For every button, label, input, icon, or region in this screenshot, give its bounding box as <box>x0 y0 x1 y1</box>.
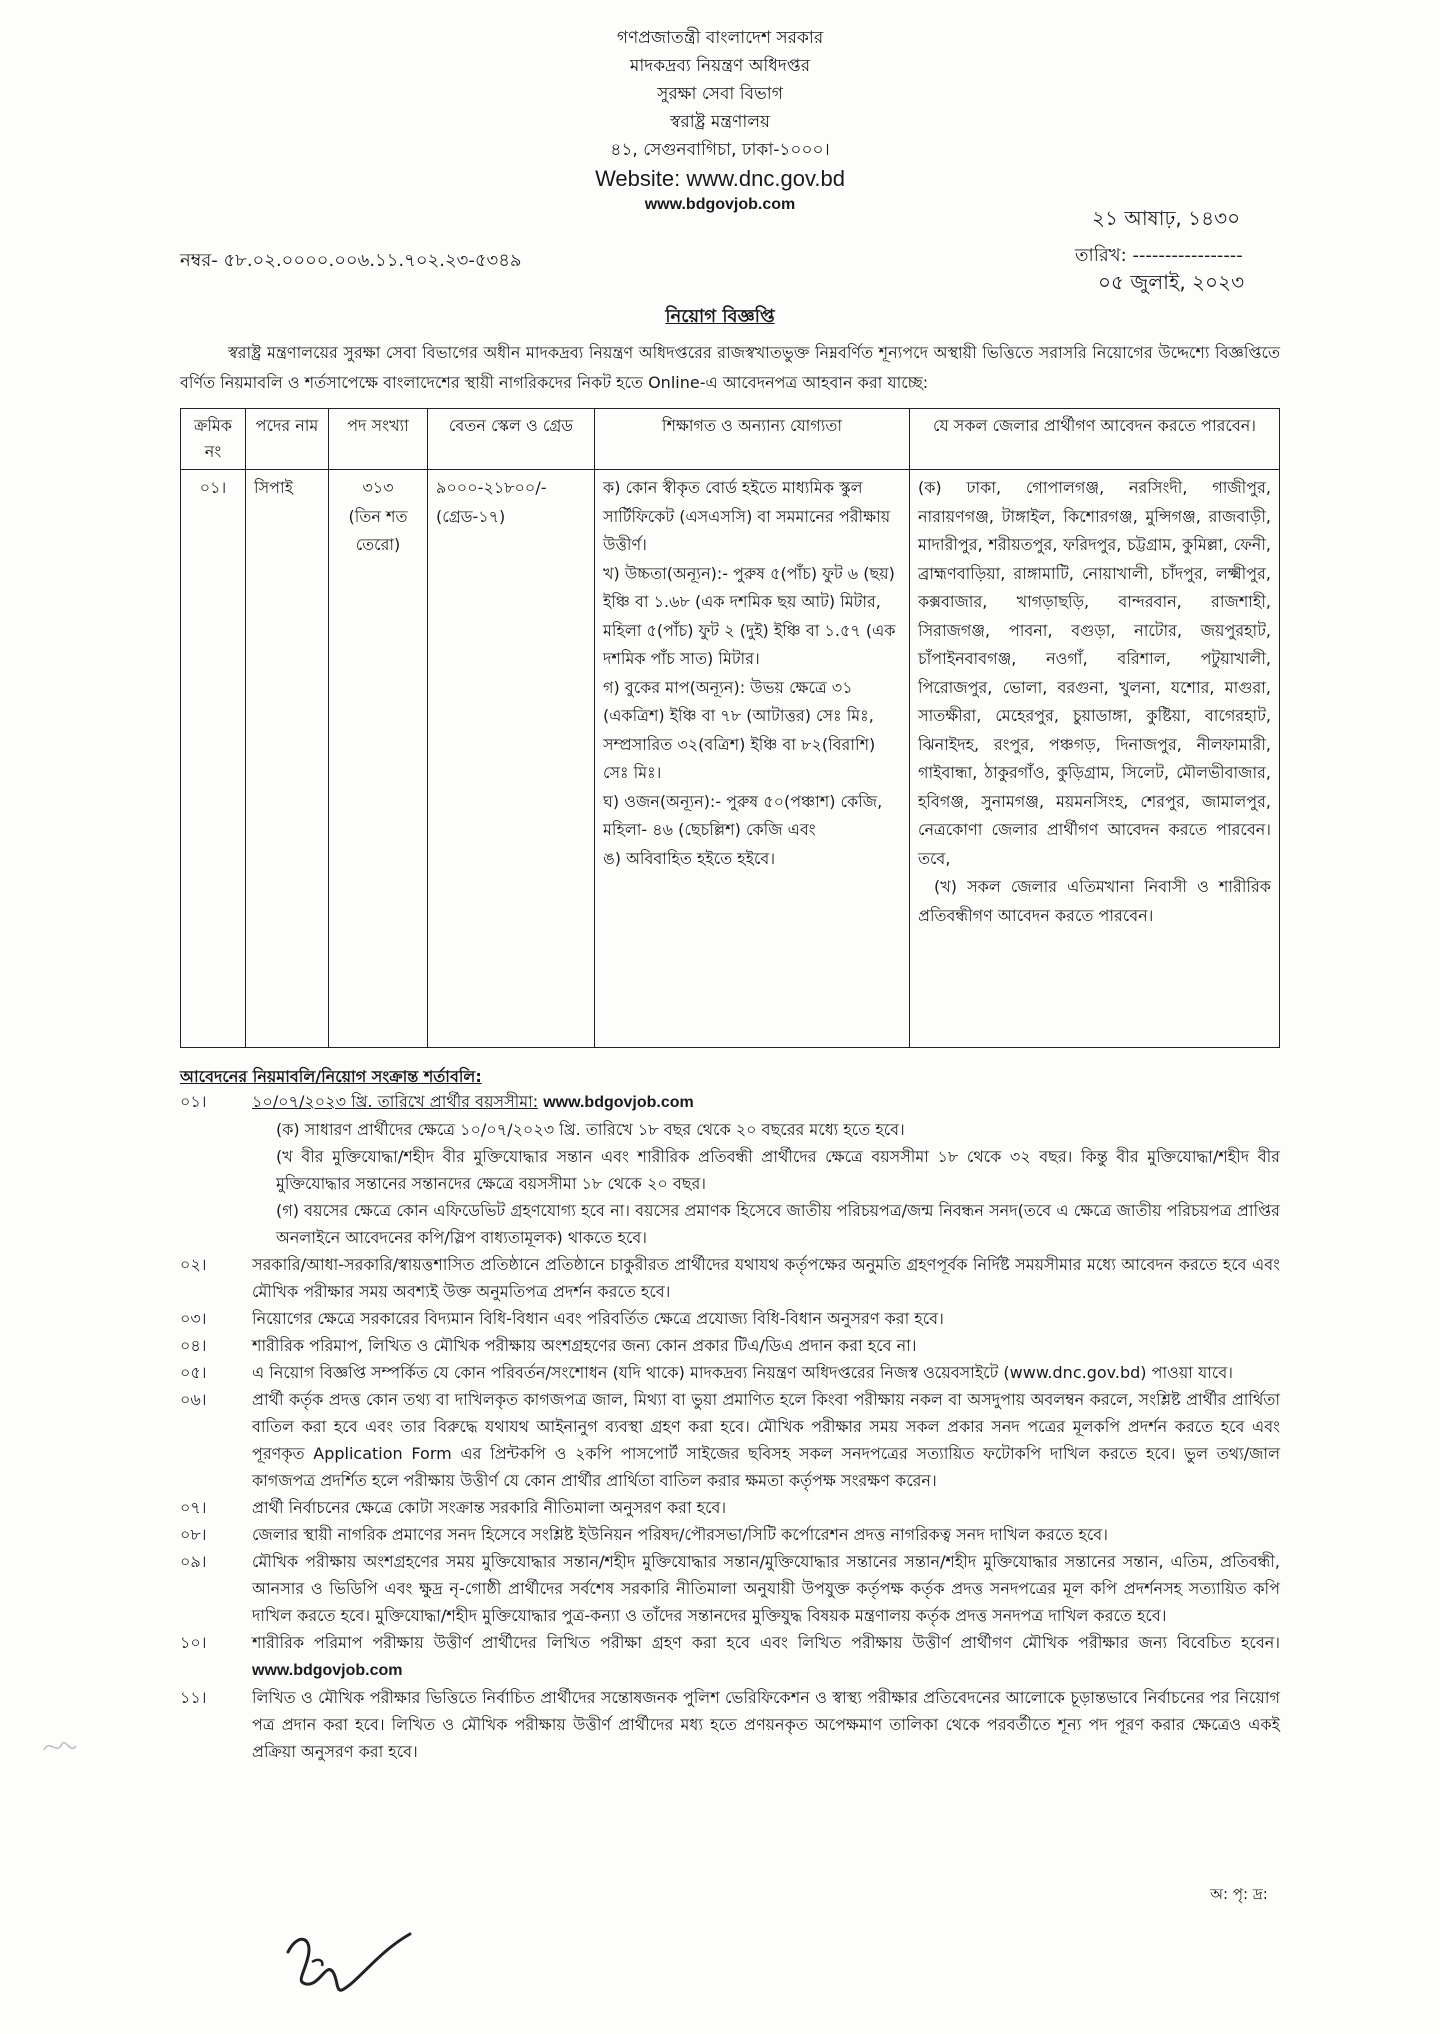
qualification-item: ঙ) অবিবাহিত হইতে হইবে। <box>603 848 776 868</box>
post-count: ৩১৩ <box>362 478 394 497</box>
post-count-words: (তিন শত তেরো) <box>348 506 408 554</box>
qualification-item: ক) কোন স্বীকৃত বোর্ড হইতে মাধ্যমিক স্কুল সার্টিফিকেট (এসএসসি) বা সমমানের পরীক্ষায় উত্তীর্ণ। <box>603 478 891 554</box>
pay-scale: ৯০০০-২১৮০০/- <box>436 478 547 497</box>
watermark-url: www.bdgovjob.com <box>644 196 796 213</box>
col-qualification: শিক্ষাগত ও অন্যান্য যোগ্যতা <box>595 409 910 470</box>
rule-body <box>252 1088 1280 1251</box>
col-districts: যে সকল জেলার প্রার্থীগণ আবেদন করতে পারবেন। <box>910 409 1280 470</box>
districts-special: (খ) সকল জেলার এতিমখানা নিবাসী ও শারীরিক প্রতিবন্ধীগণ আবেদন করতে পারবেন। <box>918 877 1271 925</box>
rule-item <box>180 1494 1280 1521</box>
division-name: সুরক্ষা সেবা বিভাগ <box>657 84 783 104</box>
rule-item <box>180 1332 1280 1359</box>
rule-item <box>180 1684 1280 1765</box>
cell-count <box>329 470 428 1048</box>
notice-title: নিয়োগ বিজ্ঞপ্তি <box>665 306 775 327</box>
rule-item <box>180 1088 1280 1251</box>
cell-qualification <box>595 470 910 1048</box>
qualification-item: গ) বুকের মাপ(অন্যূন): উভয় ক্ষেত্রে ৩১ (একত্রিশ) ইঞ্চি বা ৭৮ (আটাত্তর) সেঃ মিঃ, সম্প্রসারিত ৩২(বত্রিশ) ইঞ্চি বা ৮২(বিরাশি) সেঃ মিঃ। <box>603 677 876 782</box>
rule-text: জেলার স্থায়ী নাগরিক প্রমাণের সনদ হিসেবে সংশ্লিষ্ট ইউনিয়ন পরিষদ/পৌরসভা/সিটি কর্পোরেশন প্রদত্ত নাগরিকত্ব সনদ দাখিল করতে হবে। <box>252 1525 1108 1544</box>
col-scale: বেতন স্কেল ও গ্রেড <box>428 409 595 470</box>
rule-item <box>180 1251 1280 1305</box>
page-over-note: অ: পৃ: দ্র: <box>1210 1885 1268 1903</box>
rule-text: শারীরিক পরিমাপ পরীক্ষায় উত্তীর্ণ প্রার্থীদের লিখিত পরীক্ষা গ্রহণ করা হবে এবং লিখিত পরীক্ষায় উত্তীর্ণ প্রার্থীগণ মৌখিক পরীক্ষার জন্য বিবেচিত হবেন। <box>252 1633 1280 1652</box>
rule-number: ০৭। <box>180 1498 207 1517</box>
col-post: পদের নাম <box>246 409 329 470</box>
intro-text: স্বরাষ্ট্র মন্ত্রণালয়ের সুরক্ষা সেবা বিভাগের অধীন মাদকদ্রব্য নিয়ন্ত্রণ অধিদপ্তরের রাজস্বখাতভুক্ত নিম্নবর্ণিত শূন্যপদে অস্থায়ী ভিত্তিতে সরাসরি নিয়োগের উদ্দেশ্যে বিজ্ঞপ্তিতে বর্ণিত নিয়মাবলি ও শর্তসাপেক্ষে বাংলাদেশের স্থায়ী নাগরিকদের নিকট হতে Online-এ আবেদনপত্র আহবান করা যাচ্ছে: <box>180 343 1280 392</box>
watermark-url: www.bdgovjob.com <box>543 1094 694 1111</box>
rule-item <box>180 1359 1280 1386</box>
rule-number: ১১। <box>180 1688 207 1707</box>
rule-number: ০৫। <box>180 1363 207 1382</box>
rule-sub-item: (ক) সাধারণ প্রার্থীদের ক্ষেত্রে ১০/০৭/২০২৩ খ্রি. তারিখে ১৮ বছর থেকে ২০ বছরের মধ্যে হতে হবে। <box>276 1120 905 1139</box>
date-bangla: ২১ আষাঢ়, ১৪৩০ <box>1092 206 1241 230</box>
rule-sub-item: (গ) বয়সের ক্ষেত্রে কোন এফিডেভিট গ্রহণযোগ্য হবে না। বয়সের প্রমাণক হিসেবে জাতীয় পরিচয়পত্র/জন্ম নিবন্ধন সনদ(তবে এ ক্ষেত্রে জাতীয় পরিচয়পত্র প্রাপ্তির অনলাইনে আবেদনের কপি/স্লিপ বাধ্যতামূলক) থাকতে হবে। <box>276 1201 1280 1247</box>
rule-heading: ১০/০৭/২০২৩ খ্রি. তারিখে প্রার্থীর বয়সসীমা: <box>252 1092 539 1111</box>
rule-number: ০২। <box>180 1255 207 1274</box>
rule-number: ১০। <box>180 1633 207 1652</box>
rules-heading: আবেদনের নিয়মাবলি/নিয়োগ সংক্রান্ত শর্তাবলি: <box>180 1067 482 1086</box>
govt-name: গণপ্রজাতন্ত্রী বাংলাদেশ সরকার <box>616 28 824 48</box>
qualification-item: খ) উচ্চতা(অন্যূন):- পুরুষ ৫(পাঁচ) ফুট ৬ (ছয়) ইঞ্চি বা ১.৬৮ (এক দশমিক ছয় আট) মিটার, মহিলা ৫(পাঁচ) ফুট ২ (দুই) ইঞ্চি বা ১.৫৭ (এক দশমিক পাঁচ সাত) মিটার। <box>603 563 896 668</box>
districts-list: (ক) ঢাকা, গোপালগঞ্জ, নরসিংদী, গাজীপুর, নারায়ণগঞ্জ, টাঙ্গাইল, কিশোরগঞ্জ, মুন্সিগঞ্জ, রাজবাড়ী, মাদারীপুর, শরীয়তপুর, ফরিদপুর, চট্টগ্রাম, কুমিল্লা, ফেনী, ব্রাহ্মণবাড়িয়া, রাঙ্গামাটি, নোয়াখালী, চাঁদপুর, লক্ষ্মীপুর, কক্সবাজার, খাগড়াছড়ি, বান্দরবান, রাজশাহী, সিরাজগঞ্জ, পাবনা, বগুড়া, নাটোর, জয়পুরহাট, চাঁপাইনবাবগঞ্জ, নওগাঁ, বরিশাল, পটুয়াখালী, পিরোজপুর, ভোলা, বরগুনা, খুলনা, যশোর, মাগুরা, সাতক্ষীরা, মেহেরপুর, চুয়াডাঙ্গা, কুষ্টিয়া, বাগেরহাট, ঝিনাইদহ, রংপুর, পঞ্চগড়, দিনাজপুর, নীলফামারী, গাইবান্ধা, ঠাকুরগাঁও, কুড়িগ্রাম, সিলেট, মৌলভীবাজার, হবিগঞ্জ, সুনামগঞ্জ, ময়মনসিংহ, শেরপুর, জামালপুর, নেত্রকোণা জেলার প্রার্থীগণ আবেদন করতে পারবেন। তবে, <box>918 478 1271 868</box>
address: ৪১, সেগুনবাগিচা, ঢাকা-১০০০। <box>610 140 830 160</box>
cell-post: সিপাই <box>246 470 329 1048</box>
table-row <box>181 470 1280 1048</box>
rule-number: ০৬। <box>180 1390 207 1409</box>
rule-body <box>252 1629 1280 1684</box>
watermark-url: www.bdgovjob.com <box>252 1662 403 1679</box>
rule-text: নিয়োগের ক্ষেত্রে সরকারের বিদ্যমান বিধি-বিধান এবং পরিবর্তিত ক্ষেত্রে প্রযোজ্য বিধি-বিধান অনুসরণ করা হবে। <box>252 1309 944 1328</box>
cell-serial: ০১। <box>181 470 246 1048</box>
signature-icon <box>278 1912 418 2002</box>
vacancy-table <box>180 408 1280 1048</box>
rule-number: ০৯। <box>180 1552 207 1571</box>
rule-item <box>180 1521 1280 1548</box>
margin-scribble-icon <box>40 1730 100 1760</box>
rule-sub-item: (খ বীর মুক্তিযোদ্ধা/শহীদ বীর মুক্তিযোদ্ধার সন্তান এবং শারীরিক প্রতিবন্ধী প্রার্থীদের ক্ষেত্রে বয়সসীমা ১৮ থেকে ৩২ বছর। কিন্তু বীর মুক্তিযোদ্ধা/শহীদ বীর মুক্তিযোদ্ধার সন্তানের সন্তানদের ক্ষেত্রে বয়সসীমা ১৮ থেকে ২০ বছর। <box>276 1147 1280 1193</box>
date-label: তারিখ: ----------------- <box>1075 245 1243 266</box>
cell-scale <box>428 470 595 1048</box>
department-name: মাদকদ্রব্য নিয়ন্ত্রণ অধিদপ্তর <box>629 56 811 76</box>
pay-grade: (গ্রেড-১৭) <box>436 506 506 526</box>
rule-number: ০৪। <box>180 1336 207 1355</box>
rules-list <box>180 1088 1280 1765</box>
cell-districts <box>910 470 1280 1048</box>
memo-number: নম্বর- ৫৮.০২.০০০০.০০৬.১১.৭০২.২৩-৫৩৪৯ <box>180 250 522 271</box>
date-english: ০৫ জুলাই, ২০২৩ <box>1098 270 1245 294</box>
rule-text: এ নিয়োগ বিজ্ঞপ্তি সম্পর্কিত যে কোন পরিবর্তন/সংশোধন (যদি থাকে) মাদকদ্রব্য নিয়ন্ত্রণ অধিদপ্তরের নিজস্ব ওয়েবসাইটে (www.dnc.gov.bd) পাওয়া যাবে। <box>252 1363 1233 1382</box>
rule-number: ০১। <box>180 1092 207 1111</box>
rule-item <box>180 1548 1280 1629</box>
rule-number: ০৩। <box>180 1309 207 1328</box>
rule-text: প্রার্থী নির্বাচনের ক্ষেত্রে কোটা সংক্রান্ত সরকারি নীতিমালা অনুসরণ করা হবে। <box>252 1498 727 1517</box>
ministry-name: স্বরাষ্ট্র মন্ত্রণালয় <box>670 112 770 132</box>
rule-text: সরকারি/আধা-সরকারি/স্বায়ত্তশাসিত প্রতিষ্ঠানে প্রতিষ্ঠানে চাকুরীরত প্রার্থীদের যথাযথ কর্তৃপক্ষের অনুমতি গ্রহণপূর্বক নির্দিষ্ট সময়সীমার মধ্যে আবেদন করতে হবে এবং মৌখিক পরীক্ষার সময় অবশ্যই উক্ত অনুমতিপত্র প্রদর্শন করতে হবে। <box>252 1255 1280 1301</box>
rule-text: প্রার্থী কর্তৃক প্রদত্ত কোন তথ্য বা দাখিলকৃত কাগজপত্র জাল, মিথ্যা বা ভুয়া প্রমাণিত হলে কিংবা পরীক্ষায় নকল বা অসদুপায় অবলম্বন করলে, সংশ্লিষ্ট প্রার্থীর প্রার্থিতা বাতিল করা হবে এবং তার বিরুদ্ধে যথাযথ আইনানুগ ব্যবস্থা গ্রহণ করা হবে। মৌখিক পরীক্ষার সময় সকল প্রকার সনদ পত্রের মূলকপি প্রদর্শন করতে হবে এবং পূরণকৃত Application Form এর প্রিন্টকপি ও ২কপি পাসপোর্ট সাইজের ছবিসহ সকল সনদপত্রের সত্যায়িত ফটোকপি দাখিল করতে হবে। ভুল তথ্য/জাল কাগজপত্র প্রদর্শিত হলে পরীক্ষায় উত্তীর্ণ যে কোন প্রার্থীর প্রার্থিতা বাতিল করার ক্ষমতা কর্তৃপক্ষ সংরক্ষণ করেন। <box>252 1390 1280 1490</box>
letterhead <box>0 24 1440 216</box>
rule-item <box>180 1629 1280 1684</box>
website[interactable]: Website: www.dnc.gov.bd <box>595 166 845 191</box>
rule-item <box>180 1386 1280 1494</box>
rule-text: মৌখিক পরীক্ষায় অংশগ্রহণের সময় মুক্তিযোদ্ধার সন্তান/শহীদ মুক্তিযোদ্ধার সন্তান/মুক্তিযোদ্ধার সন্তানের সন্তান/শহীদ মুক্তিযোদ্ধার সন্তানের সন্তান, এতিম, প্রতিবন্ধী, আনসার ও ভিডিপি এবং ক্ষুদ্র নৃ-গোষ্ঠী প্রার্থীদের সর্বশেষ সরকারি নীতিমালা অনুযায়ী উপযুক্ত কর্তৃপক্ষ কর্তৃক প্রদত্ত সনদপত্রের মূল কপি প্রদর্শনসহ সত্যায়িত কপি দাখিল করতে হবে। মুক্তিযোদ্ধা/শহীদ মুক্তিযোদ্ধার পুত্র-কন্যা ও তাঁদের সন্তানদের মুক্তিযুদ্ধ বিষয়ক মন্ত্রণালয় কর্তৃক প্রদত্ত সনদপত্র দাখিল করতে হবে। <box>252 1552 1280 1625</box>
rule-text: শারীরিক পরিমাপ, লিখিত ও মৌখিক পরীক্ষায় অংশগ্রহণের জন্য কোন প্রকার টিএ/ডিএ প্রদান করা হবে না। <box>252 1336 917 1355</box>
table-header-row <box>181 409 1280 470</box>
rule-item <box>180 1305 1280 1332</box>
col-count: পদ সংখ্যা <box>329 409 428 470</box>
col-serial: ক্রমিক নং <box>181 409 246 470</box>
intro-paragraph <box>180 338 1280 398</box>
rule-text: লিখিত ও মৌখিক পরীক্ষার ভিত্তিতে নির্বাচিত প্রার্থীদের সন্তোষজনক পুলিশ ভেরিফিকেশন ও স্বাস্থ্য পরীক্ষার প্রতিবেদনের আলোকে চূড়ান্তভাবে নির্বাচনের পর নিয়োগ পত্র প্রদান করা হবে। লিখিত ও মৌখিক পরীক্ষায় উত্তীর্ণ প্রার্থীদের মধ্য হতে প্রণয়নকৃত অপেক্ষমাণ তালিকা থেকে পরবর্তীতে শূন্য পদ পূরণ করার ক্ষেত্রেও একই প্রক্রিয়া অনুসরণ করা হবে। <box>252 1688 1280 1761</box>
rule-number: ০৮। <box>180 1525 207 1544</box>
qualification-item: ঘ) ওজন(অন্যূন):- পুরুষ ৫০(পঞ্চাশ) কেজি, মহিলা- ৪৬ (ছেচল্লিশ) কেজি এবং <box>603 791 883 839</box>
